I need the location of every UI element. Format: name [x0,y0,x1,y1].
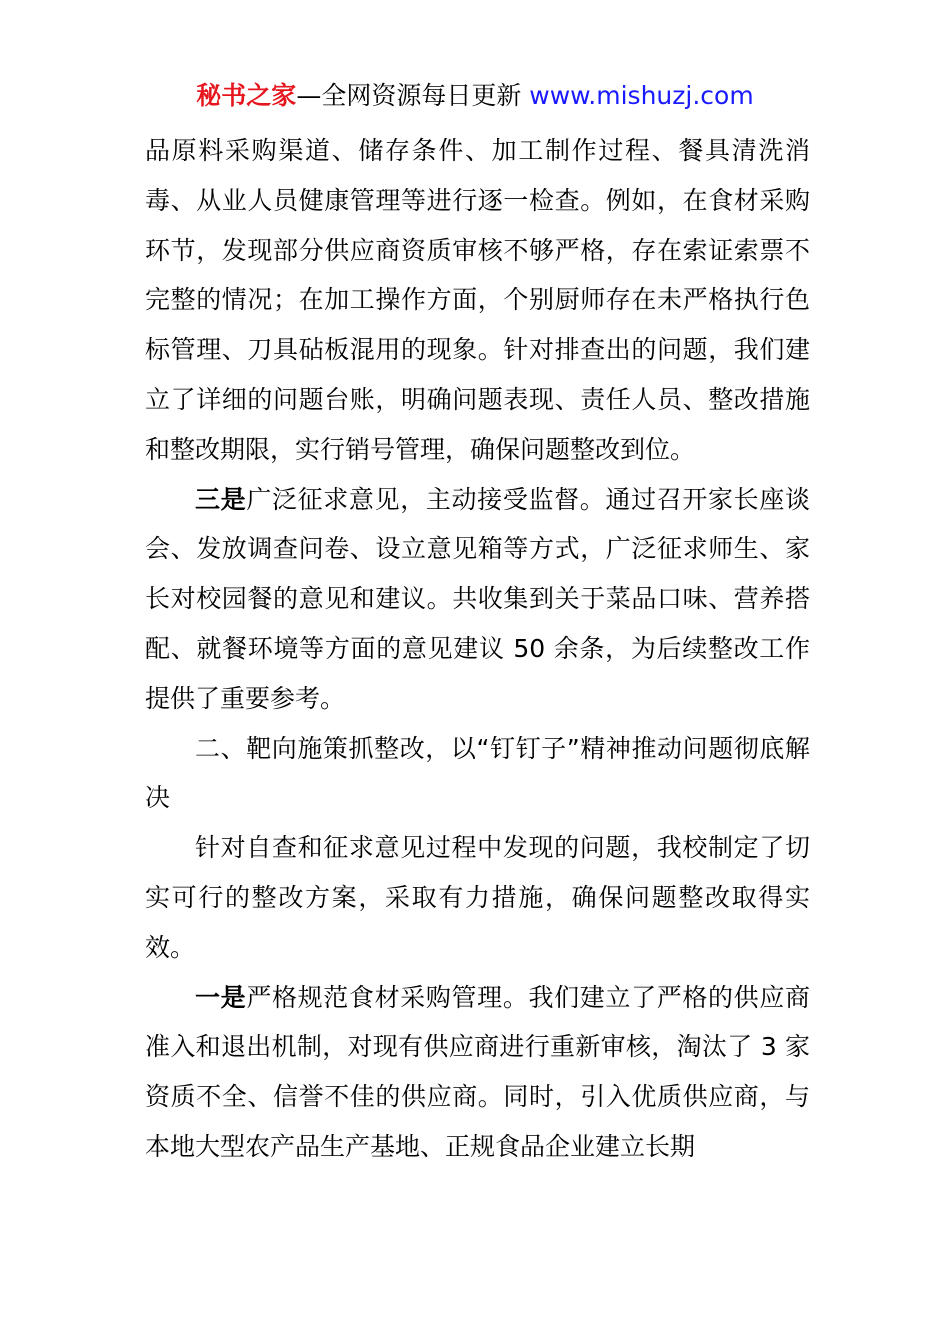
document-body [145,126,810,1172]
paragraph-lead: 三是 [195,484,247,514]
section-heading-text: 二、靶向施策抓整改，以“钉钉子”精神推动问题彻底解决 [145,733,810,813]
paragraph-lead: 一是 [195,982,247,1012]
site-tagline: —全网资源每日更新 [296,81,530,110]
paragraph-5 [145,973,810,1172]
site-header [0,78,950,114]
paragraph-text: 广泛征求意见，主动接受监督。通过召开家长座谈会、发放调查问卷、设立意见箱等方式，广泛征求师生、家长对校园餐的意见和建议。共收集到关于菜品口味、营养搭配、就餐环境等方面的意见建议 50 余条，为后续整改工作提供了重要参考。 [145,484,810,713]
paragraph-text: 品原料采购渠道、储存条件、加工制作过程、餐具清洗消毒、从业人员健康管理等进行逐一检查。例如，在食材采购环节，发现部分供应商资质审核不够严格，存在索证索票不完整的情况；在加工操作方面，个别厨师存在未严格执行色标管理、刀具砧板混用的现象。针对排查出的问题，我们建立了详细的问题台账，明确问题表现、责任人员、整改措施和整改期限，实行销号管理，确保问题整改到位。 [145,136,810,464]
section-heading [145,724,810,824]
paragraph-2 [145,475,810,724]
site-brand: 秘书之家 [196,81,297,110]
paragraph-text: 针对自查和征求意见过程中发现的问题，我校制定了切实可行的整改方案，采取有力措施，确保问题整改取得实效。 [145,833,810,962]
site-url[interactable]: www.mishuzj.com [529,81,754,110]
paragraph-1 [145,126,810,475]
paragraph-4 [145,823,810,972]
paragraph-text: 严格规范食材采购管理。我们建立了严格的供应商准入和退出机制，对现有供应商进行重新审核，淘汰了 3 家资质不全、信誉不佳的供应商。同时，引入优质供应商，与本地大型农产品生产基地、正规食品企业建立长期 [145,982,810,1161]
